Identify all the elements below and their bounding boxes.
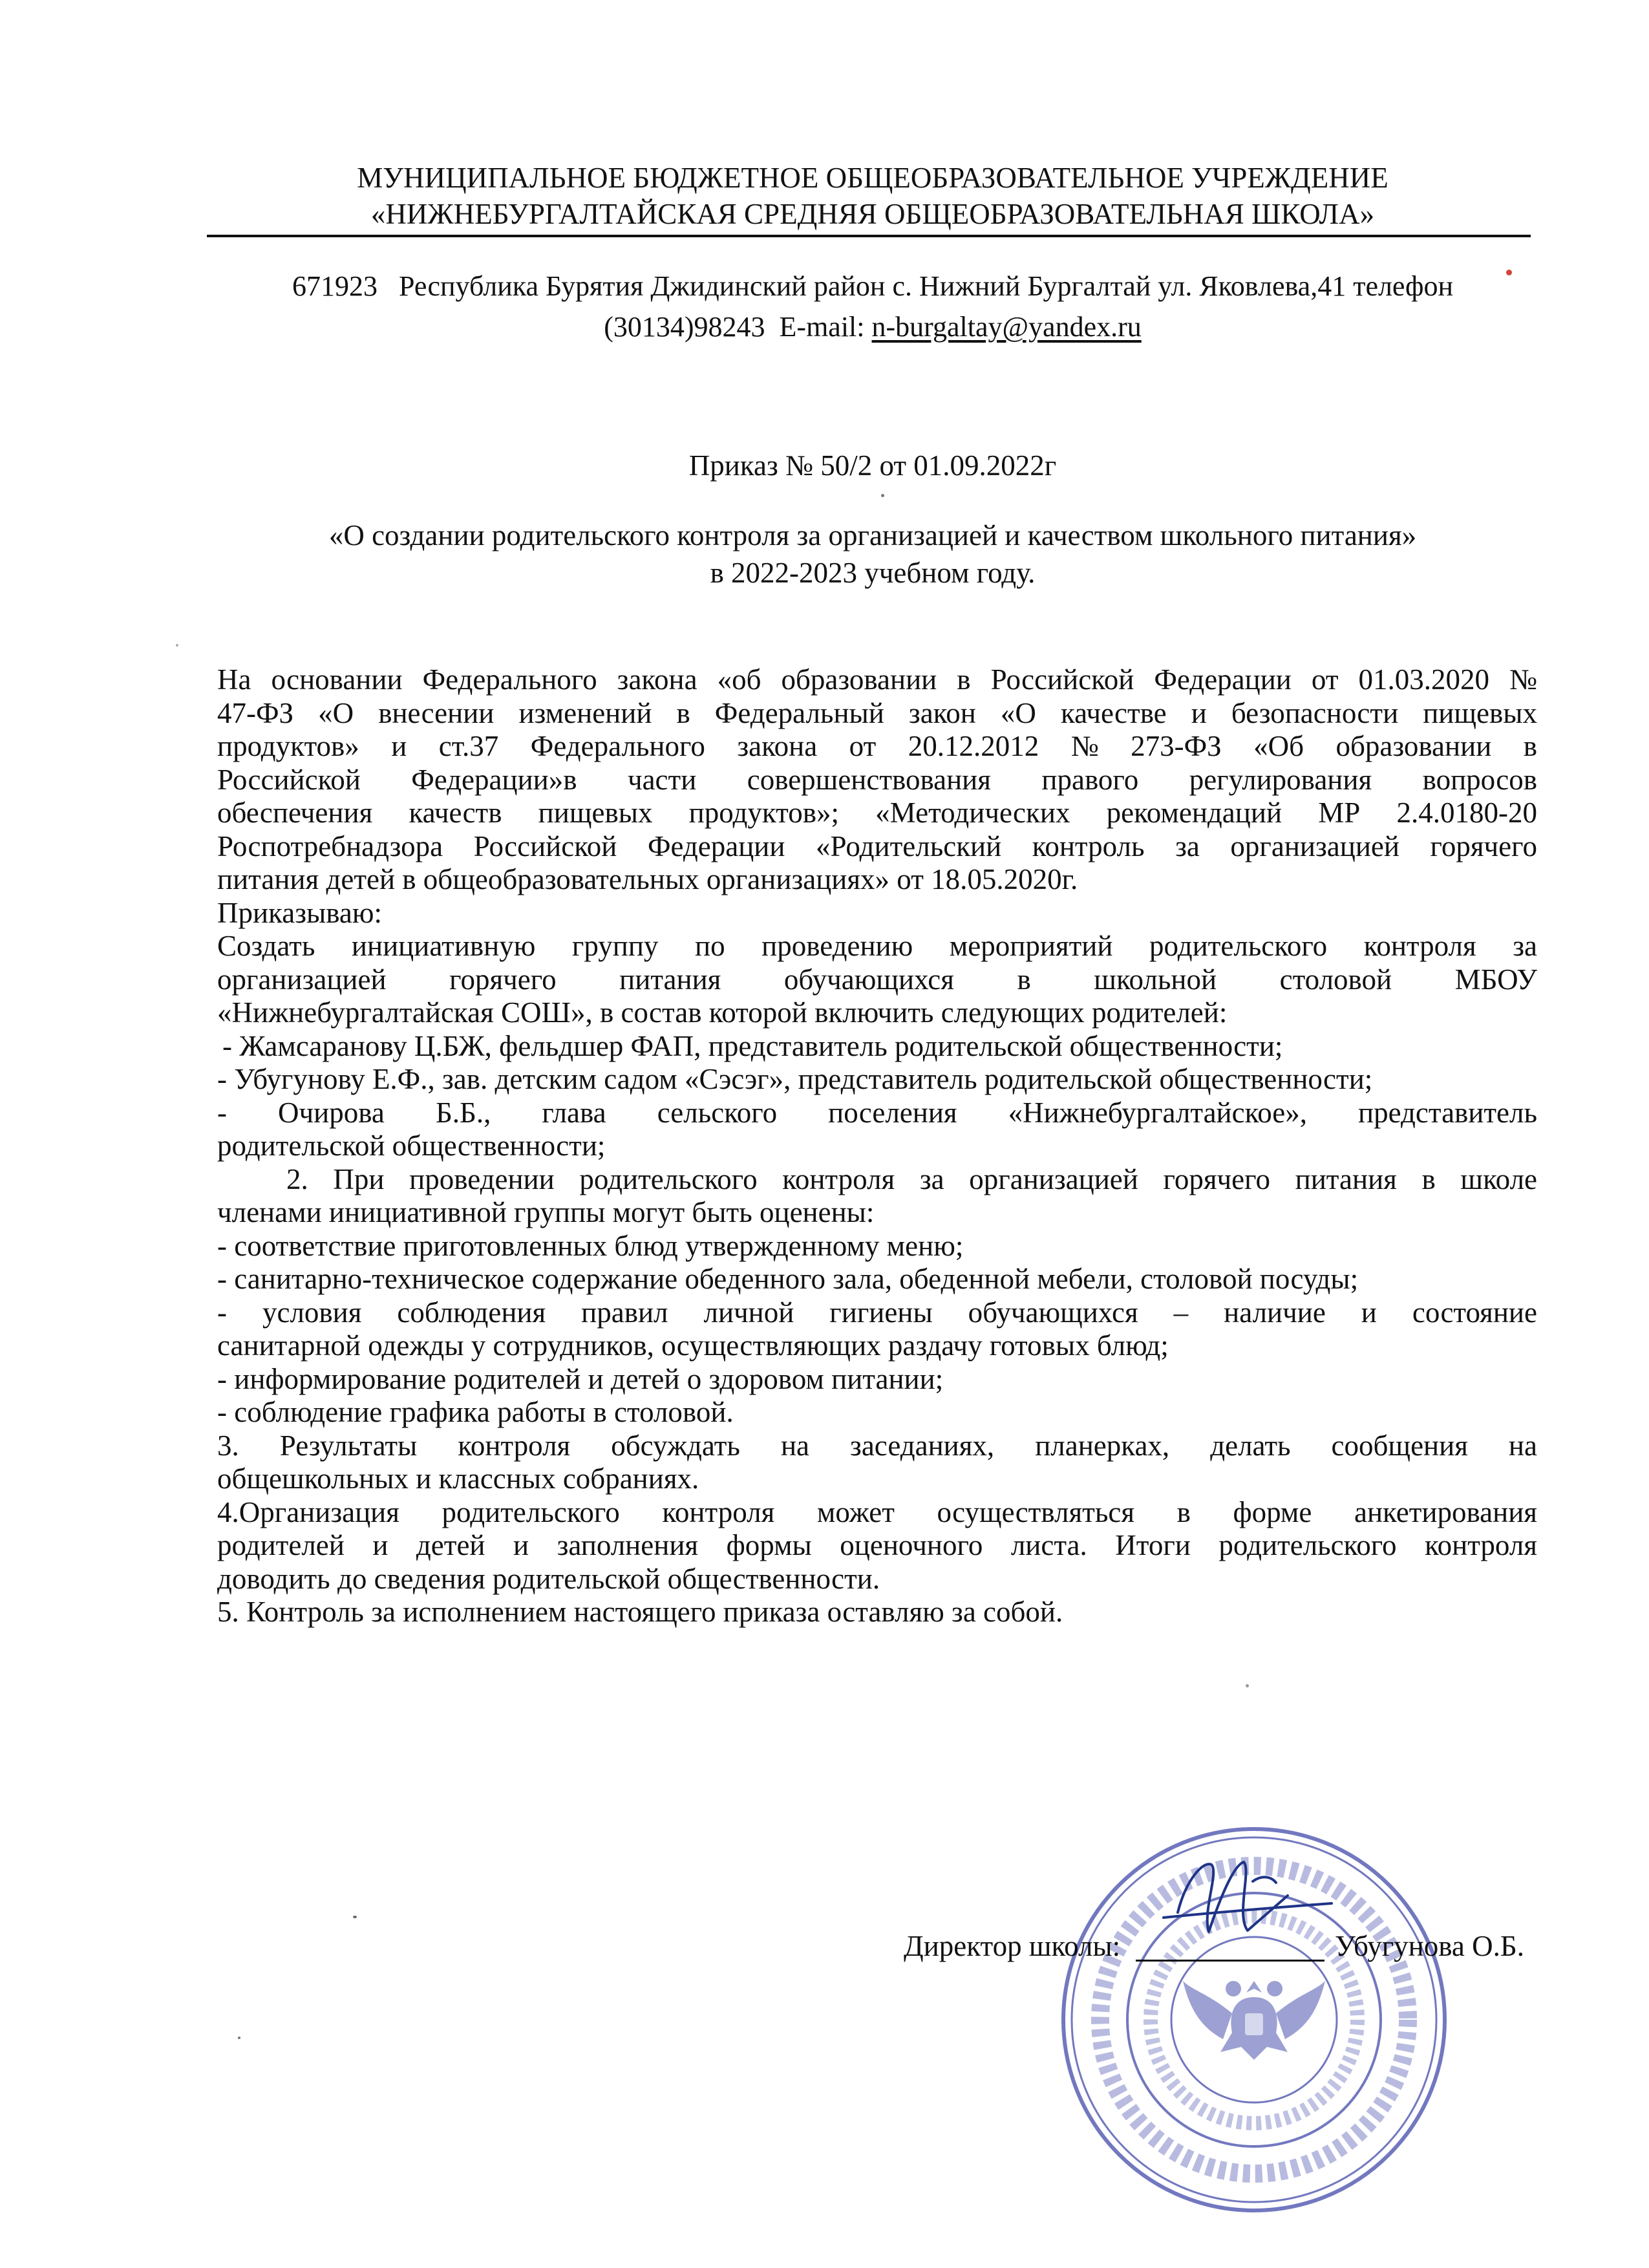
body-line: 5. Контроль за исполнением настоящего приказа оставляю за собой. xyxy=(217,1596,1063,1628)
institution-name-line1: МУНИЦИПАЛЬНОЕ БЮДЖЕТНОЕ ОБЩЕОБРАЗОВАТЕЛЬНОЕ УЧРЕЖДЕНИЕ xyxy=(357,162,1388,194)
order-body xyxy=(217,663,1537,1629)
body-line: - соблюдение графика работы в столовой. xyxy=(217,1396,734,1428)
email-label: E-mail: xyxy=(779,311,865,343)
body-line: - соответствие приготовленных блюд утвержденному меню; xyxy=(217,1229,964,1262)
body-line: продуктов» и ст.37 Федерального закона от 20.12.2012 № 273-ФЗ «Об образовании в xyxy=(217,730,1537,762)
signatory-name: Убугунова О.Б. xyxy=(1335,1930,1524,1962)
body-line: - Очирова Б.Б., глава сельского поселения «Нижнебургалтайское», представитель xyxy=(217,1096,1537,1129)
body-line: обеспечения качеств пищевых продуктов»; «Методических рекомендаций МР 2.4.0180-20 xyxy=(217,797,1537,829)
email-link: n-burgaltay@yandex.ru xyxy=(871,311,1142,343)
body-line: доводить до сведения родительской общественности. xyxy=(217,1562,880,1595)
order-title: Приказ № 50/2 от 01.09.2022г xyxy=(688,449,1057,482)
signature-stroke-main xyxy=(1178,1862,1288,1932)
seal-emblem-wing-left xyxy=(1183,1981,1232,2039)
body-line: организацией горячего питания обучающихся в школьной столовой МБОУ xyxy=(217,963,1537,996)
body-line: На основании Федерального закона «об образовании в Российской Федерации от 01.03.2020 № xyxy=(217,663,1537,696)
seal-emblem-head-left xyxy=(1226,1981,1241,1996)
seal-emblem-wing-right xyxy=(1276,1981,1325,2039)
body-line: санитарной одежды у сотрудников, осуществляющих раздачу готовых блюд; xyxy=(217,1329,1169,1362)
seal-emblem-crown xyxy=(1246,1981,1262,1993)
address-line: 671923 Республика Бурятия Джидинский район с. Нижний Бургалтай ул. Яковлева,41 телефон xyxy=(292,270,1454,302)
scan-speck xyxy=(176,644,178,647)
body-line: - условия соблюдения правил личной гигиены обучающихся – наличие и состояние xyxy=(217,1296,1537,1329)
body-line: - информирование родителей и детей о здоровом питании; xyxy=(217,1362,944,1395)
order-subject-line2: в 2022-2023 учебном году. xyxy=(710,557,1036,589)
scan-speck xyxy=(1246,1684,1249,1687)
body-line: питания детей в общеобразовательных организациях» от 18.05.2020г. xyxy=(217,863,1078,895)
signature-stroke-flourish xyxy=(1253,1877,1276,1883)
body-line: Российской Федерации»в части совершенствования правого регулирования вопросов xyxy=(217,763,1537,796)
body-line: родителей и детей и заполнения формы оценочного листа. Итоги родительского контроля xyxy=(217,1529,1537,1561)
body-line: 2. При проведении родительского контроля за организацией горячего питания в школе xyxy=(286,1162,1537,1195)
institution-name-line2: «НИЖНЕБУРГАЛТАЙСКАЯ СРЕДНЯЯ ОБЩЕОБРАЗОВАТЕЛЬНАЯ ШКОЛА» xyxy=(370,198,1375,230)
body-line: родительской общественности; xyxy=(217,1129,606,1162)
order-subject-line1: «О создании родительского контроля за организацией и качеством школьного питания» xyxy=(328,519,1417,551)
body-line: Роспотребнадзора Российской Федерации «Родительский контроль за организацией горячего xyxy=(217,829,1537,862)
phone-number: (30134)98243 xyxy=(604,311,765,343)
body-line: 4.Организация родительского контроля может осуществляться в форме анкетирования xyxy=(217,1495,1537,1528)
body-line: общешкольных и классных собраниях. xyxy=(217,1462,699,1495)
handwritten-signature xyxy=(1138,1836,1357,1965)
contact-line xyxy=(207,310,1538,344)
signature-stroke-underline xyxy=(1164,1903,1332,1918)
seal-emblem-eagle xyxy=(1183,1981,1325,2060)
body-line: - санитарно-техническое содержание обеденного зала, обеденной мебели, столовой посуды; xyxy=(217,1263,1359,1295)
body-line: 47-ФЗ «О внесении изменений в Федеральный закон «О качестве и безопасности пищевых xyxy=(217,696,1537,729)
scan-speck xyxy=(1506,270,1512,275)
body-line: «Нижнебургалтайская СОШ», в состав которой включить следующих родителей: xyxy=(217,996,1228,1029)
header-divider xyxy=(207,235,1531,237)
signatory-position: Директор школы: xyxy=(904,1930,1121,1962)
seal-emblem-shield xyxy=(1245,2013,1263,2035)
scan-speck xyxy=(238,2037,240,2039)
body-line: 3. Результаты контроля обсуждать на заседаниях, планерках, делать сообщения на xyxy=(217,1429,1537,1462)
body-line: Создать инициативную группу по проведению мероприятий родительского контроля за xyxy=(217,930,1537,962)
body-line: - Убугунову Е.Ф., зав. детским садом «Сэсэг», представитель родительской общественности; xyxy=(217,1063,1373,1095)
body-line: членами инициативной группы могут быть оценены: xyxy=(217,1196,875,1228)
seal-emblem-head-right xyxy=(1267,1981,1282,1996)
body-line: - Жамсаранову Ц.БЖ, фельдшер ФАП, представитель родительской общественности; xyxy=(222,1029,1283,1062)
scan-speck xyxy=(881,494,884,497)
scan-speck xyxy=(353,1916,357,1918)
body-line: Приказываю: xyxy=(217,896,382,929)
